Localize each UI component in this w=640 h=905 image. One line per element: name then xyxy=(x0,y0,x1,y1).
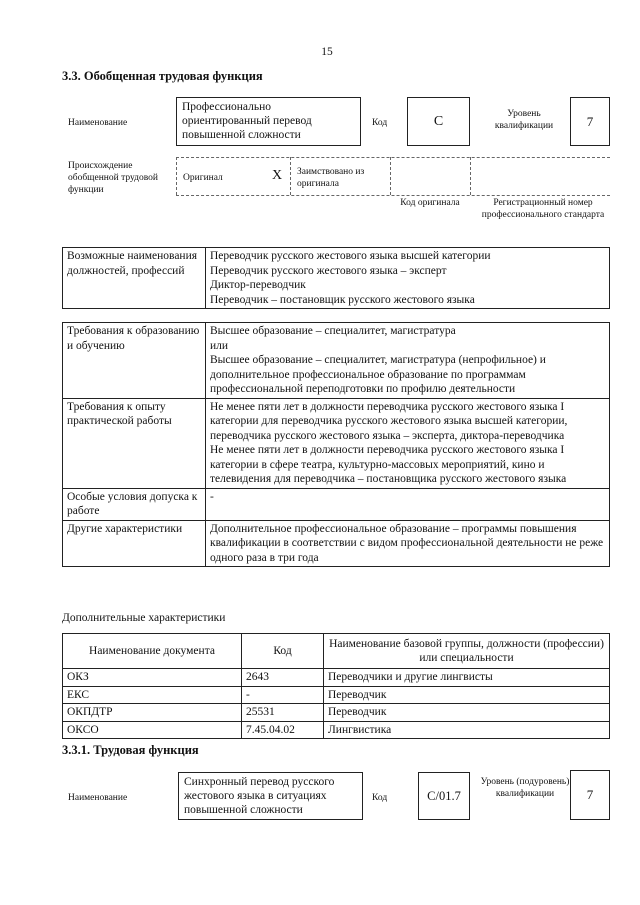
cell-name: Переводчик xyxy=(324,686,610,704)
tf-name-box xyxy=(178,772,363,820)
positions-label: Возможные наименования должностей, профессий xyxy=(63,248,206,309)
origin-code-label: Код оригинала xyxy=(400,198,460,208)
section-title: 3.3. Обобщенная трудовая функция xyxy=(62,69,263,83)
col-header-doc: Наименование документа xyxy=(63,634,242,669)
original-mark: X xyxy=(272,168,283,183)
gtf-name-label: Наименование xyxy=(68,118,128,128)
tf-name-value: Синхронный перевод русского жестового языка в ситуациях повышенной сложности xyxy=(184,776,335,816)
tf-level-box xyxy=(570,770,610,820)
req-value xyxy=(206,398,610,488)
req-value xyxy=(206,323,610,399)
additional-title: Дополнительные характеристики xyxy=(62,612,226,624)
tf-code-label: Код xyxy=(372,793,388,803)
origin-left-line xyxy=(176,157,177,195)
origin-sep2 xyxy=(390,157,391,195)
req-value xyxy=(206,488,610,520)
additional-table xyxy=(62,633,610,739)
tf-name-label: Наименование xyxy=(68,793,128,803)
position-item: Диктор-переводчик xyxy=(210,279,306,291)
table-row xyxy=(63,520,610,567)
table-row xyxy=(63,323,610,399)
origin-label: Происхождение обобщенной трудовой функции xyxy=(68,161,158,195)
gtf-level-label: Уровень квалификации xyxy=(494,109,554,131)
table-row xyxy=(63,669,610,687)
original-label: Оригинал xyxy=(183,173,223,183)
table-row xyxy=(63,704,610,722)
tf-code-box xyxy=(418,772,470,820)
reg-number-label: Регистрационный номер профессионального стандарта xyxy=(481,198,605,220)
req-line: Высшее образование – специалитет, магистратура (непрофильное) и дополнительное профессиональное образование по программам профессиональной переподготовки по профилю деятельности xyxy=(210,354,546,395)
tf-level-label: Уровень (подуровень) квалификации xyxy=(480,777,570,799)
cell-name: Переводчик xyxy=(324,704,610,722)
cell-code: - xyxy=(242,686,324,704)
origin-sep3 xyxy=(470,157,471,195)
gtf-level-value: 7 xyxy=(586,114,594,129)
req-label: Требования к образованию и обучению xyxy=(63,323,206,399)
position-item: Переводчик русского жестового языка – эксперт xyxy=(210,264,447,277)
cell-doc: ОКСО xyxy=(63,721,242,739)
cell-doc: ОКЗ xyxy=(63,669,242,687)
positions-table xyxy=(62,247,610,309)
table-header-row xyxy=(63,634,610,669)
tf-title: 3.3.1. Трудовая функция xyxy=(62,743,199,757)
req-label: Особые условия допуска к работе xyxy=(63,488,206,520)
origin-top-line xyxy=(176,157,610,158)
cell-code: 7.45.04.02 xyxy=(242,721,324,739)
req-line: Не менее пяти лет в должности переводчика русского жестового языка I категории для переводчика русского жестового языка высшей категории, переводчика русского жестового языка – эксперта, диктора-переводчика xyxy=(210,400,568,442)
req-line: Высшее образование – специалитет, магистратура xyxy=(210,325,456,337)
req-line: или xyxy=(210,339,229,352)
req-label: Требования к опыту практической работы xyxy=(63,398,206,488)
requirements-table xyxy=(62,322,610,567)
col-header-code: Код xyxy=(242,634,324,669)
gtf-name-box xyxy=(176,97,361,146)
gtf-name-value: Профессионально ориентированный перевод повышенной сложности xyxy=(182,101,312,141)
req-line: - xyxy=(210,490,214,503)
req-line: Дополнительное профессиональное образование – программы повышения квалификации в соответствии с видом профессиональной деятельности не реже одного раза в три года xyxy=(210,522,604,564)
page-number: 15 xyxy=(321,46,333,58)
cell-code: 25531 xyxy=(242,704,324,722)
table-row xyxy=(63,488,610,520)
table-row xyxy=(63,686,610,704)
gtf-level-box xyxy=(570,97,610,146)
gtf-code-box xyxy=(407,97,470,146)
req-line: Не менее пяти лет в должности переводчика русского жестового языка I категории в сфере театра, культурно-массовых мероприятий, кино и телевидения для переводчика – постановщика русского жестового языка xyxy=(210,444,567,485)
cell-name: Лингвистика xyxy=(324,721,610,739)
cell-doc: ОКПДТР xyxy=(63,704,242,722)
positions-cell xyxy=(206,248,610,309)
gtf-code-label: Код xyxy=(372,118,388,128)
tf-code-value: C/01.7 xyxy=(427,789,461,803)
cell-name: Переводчики и другие лингвисты xyxy=(324,669,610,687)
table-row xyxy=(63,721,610,739)
cell-code: 2643 xyxy=(242,669,324,687)
gtf-code-value: C xyxy=(433,114,444,129)
table-row xyxy=(63,398,610,488)
col-header-name: Наименование базовой группы, должности (профессии) или специальности xyxy=(324,634,610,669)
position-item: Переводчик – постановщик русского жестового языка xyxy=(210,293,475,306)
origin-bottom-line xyxy=(176,195,610,196)
tf-level-value: 7 xyxy=(586,787,594,802)
cell-doc: ЕКС xyxy=(63,686,242,704)
borrowed-label: Заимствовано из оригинала xyxy=(297,167,365,189)
origin-sep1 xyxy=(290,157,291,195)
req-label: Другие характеристики xyxy=(63,520,206,567)
req-value xyxy=(206,520,610,567)
position-item: Переводчик русского жестового языка высшей категории xyxy=(210,250,491,262)
